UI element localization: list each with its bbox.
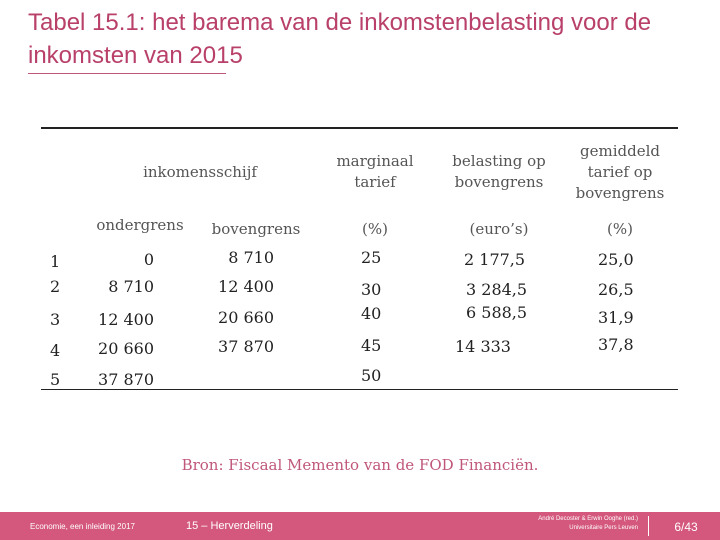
tax-value: 3 284,5	[466, 280, 528, 299]
header-tax-unit: (euro’s)	[469, 220, 529, 238]
footer-chapter: 15 – Herverdeling	[186, 520, 273, 532]
upper-bound-value: 8 710	[228, 248, 274, 267]
lower-bound-value: 8 710	[108, 277, 154, 296]
upper-bound-value: 37 870	[218, 337, 274, 356]
marginal-rate-value: 45	[361, 336, 382, 355]
lower-bound-value: 0	[143, 250, 154, 269]
footer-bar	[0, 512, 720, 540]
footer-publisher-line: Universitaire Pers Leuven	[569, 525, 638, 531]
tax-value: 6 588,5	[466, 303, 528, 322]
average-rate-value: 25,0	[598, 250, 634, 269]
row-number: 5	[50, 370, 61, 389]
lower-bound-value: 37 870	[98, 370, 154, 389]
lower-bound-value: 12 400	[98, 310, 154, 329]
slide-title: Tabel 15.1: het barema van de inkomstenbelasting voor de inkomsten van 2015	[28, 9, 652, 69]
header-tax-line2: bovengrens	[454, 173, 544, 191]
average-rate-value: 37,8	[598, 335, 634, 354]
tax-value: 2 177,5	[464, 250, 526, 269]
header-avg-line3: bovengrens	[575, 184, 665, 202]
header-lower-bound: ondergrens	[96, 216, 184, 234]
lower-bound-value: 20 660	[98, 339, 154, 358]
header-tax-line1: belasting op	[452, 152, 546, 170]
marginal-rate-value: 30	[361, 280, 382, 299]
header-avg-unit: (%)	[607, 220, 633, 238]
page-number: 6/43	[674, 520, 698, 534]
row-number: 4	[50, 341, 61, 360]
upper-bound-value: 12 400	[218, 277, 274, 296]
header-marginal-unit: (%)	[362, 220, 388, 238]
table-top-rule	[41, 127, 678, 129]
header-income-bracket: inkomensschijf	[143, 163, 257, 181]
footer-course-title: Economie, een inleiding 2017	[30, 522, 135, 531]
row-number: 2	[50, 277, 61, 296]
header-upper-bound: bovengrens	[211, 220, 301, 238]
header-marginal-line1: marginaal	[336, 152, 414, 170]
marginal-rate-value: 25	[361, 248, 382, 267]
upper-bound-value: 20 660	[218, 308, 274, 327]
header-avg-line1: gemiddeld	[580, 142, 660, 160]
footer-divider	[648, 516, 649, 536]
source-note: Bron: Fiscaal Memento van de FOD Financiën.	[181, 456, 539, 474]
average-rate-value: 26,5	[598, 280, 634, 299]
marginal-rate-value: 50	[361, 366, 382, 385]
average-rate-value: 31,9	[598, 308, 634, 327]
row-number: 1	[50, 252, 61, 271]
footer-authors-line: André Decoster & Erwin Ooghe (red.)	[538, 516, 638, 522]
footer-authors	[538, 515, 638, 533]
marginal-rate-value: 40	[361, 304, 382, 323]
header-marginal-line2: tarief	[354, 173, 396, 191]
tax-value: 14 333	[455, 337, 511, 356]
header-avg-line2: tarief op	[587, 163, 653, 181]
row-number: 3	[50, 310, 61, 329]
